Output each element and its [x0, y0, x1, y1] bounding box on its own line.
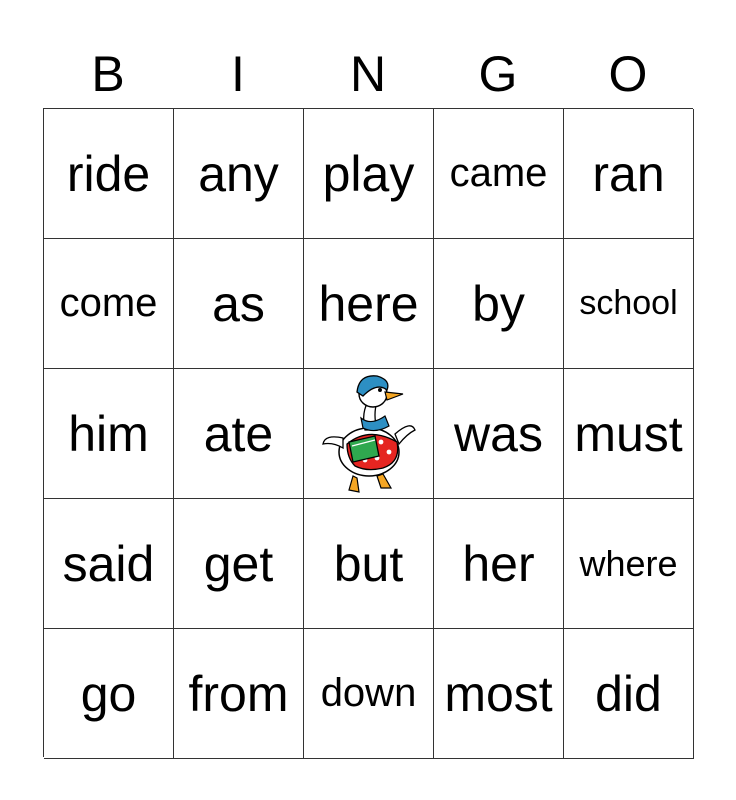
bingo-cell[interactable]: ride: [44, 109, 174, 239]
bingo-board: [43, 108, 693, 757]
bingo-cell[interactable]: by: [434, 239, 564, 369]
bingo-cell[interactable]: school: [564, 239, 694, 369]
header-letter-o: O: [608, 46, 648, 102]
bingo-cell[interactable]: him: [44, 369, 174, 499]
bingo-cell[interactable]: her: [434, 499, 564, 629]
bingo-cell[interactable]: as: [174, 239, 304, 369]
bingo-cell[interactable]: from: [174, 629, 304, 759]
header-letter-i: I: [231, 46, 245, 102]
header-letter-g: G: [478, 46, 518, 102]
bingo-cell[interactable]: come: [44, 239, 174, 369]
bingo-cell[interactable]: down: [304, 629, 434, 759]
bingo-cell[interactable]: ran: [564, 109, 694, 239]
bingo-cell[interactable]: here: [304, 239, 434, 369]
bingo-cell[interactable]: ate: [174, 369, 304, 499]
bingo-cell[interactable]: was: [434, 369, 564, 499]
bingo-cell[interactable]: did: [564, 629, 694, 759]
bingo-cell[interactable]: where: [564, 499, 694, 629]
bingo-cell[interactable]: but: [304, 499, 434, 629]
goose-with-book-icon: [319, 372, 419, 496]
bingo-cell[interactable]: said: [44, 499, 174, 629]
free-space-cell[interactable]: [304, 369, 434, 499]
bingo-cell[interactable]: go: [44, 629, 174, 759]
bingo-cell[interactable]: play: [304, 109, 434, 239]
bingo-header: [43, 40, 693, 108]
bingo-cell[interactable]: get: [174, 499, 304, 629]
bingo-cell[interactable]: must: [564, 369, 694, 499]
bingo-cell[interactable]: came: [434, 109, 564, 239]
bingo-cell[interactable]: any: [174, 109, 304, 239]
header-letter-n: N: [349, 46, 387, 102]
bingo-cell[interactable]: most: [434, 629, 564, 759]
header-letter-b: B: [91, 46, 125, 102]
